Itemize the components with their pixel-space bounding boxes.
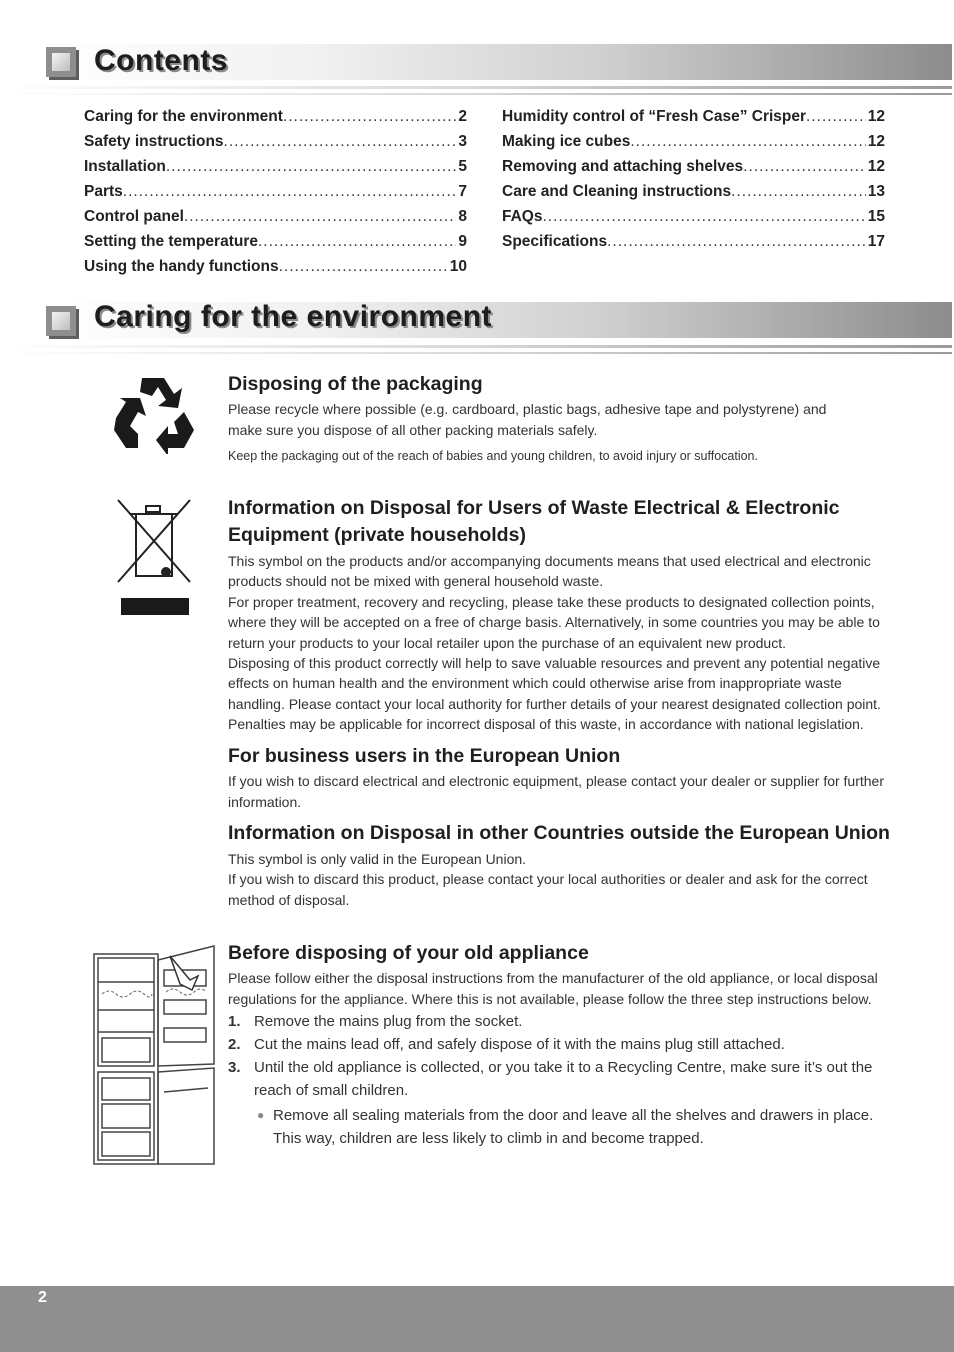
- weee-text: This symbol on the products and/or accompanying documents means that used electrical and electronic: [228, 553, 871, 569]
- step-number: 3.: [228, 1059, 241, 1076]
- packaging-text: Please recycle where possible (e.g. cardboard, plastic bags, adhesive tape and polystyrene) and: [228, 401, 827, 417]
- weee-text: effects on human health and the environment which could otherwise arise from inappropriate waste: [228, 675, 842, 691]
- weee-text: where they will be accepted on a free of charge basis. Alternatively, in some countries you may be able to: [228, 614, 880, 630]
- step-number: 1.: [228, 1013, 241, 1030]
- toc-entry[interactable]: Specifications ..... 17: [502, 233, 885, 253]
- bullet-text: Remove all sealing materials from the door and leave all the shelves and drawers in place.: [273, 1107, 874, 1124]
- toc-entry[interactable]: Care and Cleaning instructions ..... 13: [502, 183, 885, 203]
- business-text: If you wish to discard electrical and electronic equipment, please contact your dealer or supplier for further: [228, 773, 885, 789]
- toc-entry[interactable]: FAQs ..... 15: [502, 208, 885, 228]
- business-text: information.: [228, 794, 302, 810]
- weee-text: Disposing of this product correctly will help to save valuable resources and prevent any potential negative: [228, 655, 881, 671]
- packaging-text: make sure you dispose of all other packing materials safely.: [228, 422, 598, 438]
- bullet-icon: ●: [257, 1108, 265, 1122]
- toc-entry[interactable]: Humidity control of “Fresh Case” Crisper ..... 12: [502, 108, 885, 128]
- outside-eu-text: This symbol is only valid in the European Union.: [228, 851, 527, 867]
- business-heading: For business users in the European Union: [228, 745, 621, 767]
- packaging-note: Keep the packaging out of the reach of babies and young children, to avoid injury or suffocation.: [228, 449, 758, 463]
- toc-entry[interactable]: Removing and attaching shelves ..... 12: [502, 158, 885, 178]
- toc-entry[interactable]: Using the handy functions ..... 10: [84, 258, 467, 278]
- weee-heading: Equipment (private households): [228, 524, 526, 546]
- toc-entry[interactable]: Setting the temperature ..... 9: [84, 233, 467, 253]
- section-marker-icon: [46, 306, 76, 336]
- old-appliance-heading: Before disposing of your old appliance: [228, 942, 589, 964]
- weee-heading: Information on Disposal for Users of Waste Electrical & Electronic: [228, 497, 840, 519]
- outside-eu-text: If you wish to discard this product, please contact your local authorities or dealer and ask for the correct: [228, 871, 868, 887]
- weee-text: return your products to your local retailer upon the purchase of an equivalent new product.: [228, 635, 786, 651]
- packaging-heading: Disposing of the packaging: [228, 373, 483, 395]
- old-appliance-text: regulations for the appliance. Where this is not available, please follow the three step instructions below.: [228, 991, 872, 1007]
- page-number: 2: [38, 1289, 47, 1306]
- outside-eu-text: method of disposal.: [228, 892, 350, 908]
- toc-entry[interactable]: Control panel ..... 8: [84, 208, 467, 228]
- toc-entry[interactable]: Caring for the environment ..... 2: [84, 108, 467, 128]
- bullet-text: This way, children are less likely to climb in and become trapped.: [273, 1130, 704, 1147]
- step-text: Remove the mains plug from the socket.: [254, 1013, 523, 1030]
- refrigerator-illustration: [88, 942, 220, 1170]
- environment-title: Caring for the environment: [94, 300, 493, 333]
- toc-entry[interactable]: Making ice cubes ..... 12: [502, 133, 885, 153]
- outside-eu-heading: Information on Disposal in other Countries outside the European Union: [228, 822, 890, 844]
- weee-text: handling. Please contact your local authority for further details of your nearest designated collection point.: [228, 696, 881, 712]
- old-appliance-text: Please follow either the disposal instructions from the manufacturer of the old appliance, or local disposal: [228, 970, 878, 986]
- weee-text: For proper treatment, recovery and recycling, please take these products to designated collection points,: [228, 594, 875, 610]
- toc-entry[interactable]: Parts ..... 7: [84, 183, 467, 203]
- page-footer: [0, 1286, 954, 1352]
- recycle-icon: [112, 374, 196, 454]
- step-text: Cut the mains lead off, and safely dispose of it with the mains plug still attached.: [254, 1036, 785, 1053]
- contents-title: Contents: [94, 44, 228, 77]
- weee-text: Penalties may be applicable for incorrect disposal of this waste, in accordance with national legislation.: [228, 716, 864, 732]
- toc-entry[interactable]: Installation ..... 5: [84, 158, 467, 178]
- step-text: reach of small children.: [254, 1082, 409, 1099]
- crossed-bin-icon: [116, 498, 192, 618]
- toc-entry[interactable]: Safety instructions ..... 3: [84, 133, 467, 153]
- weee-text: products should not be mixed with general household waste.: [228, 573, 604, 589]
- step-text: Until the old appliance is collected, or you take it to a Recycling Centre, make sure it’s out the: [254, 1059, 873, 1076]
- section-marker-icon: [46, 47, 76, 77]
- step-number: 2.: [228, 1036, 241, 1053]
